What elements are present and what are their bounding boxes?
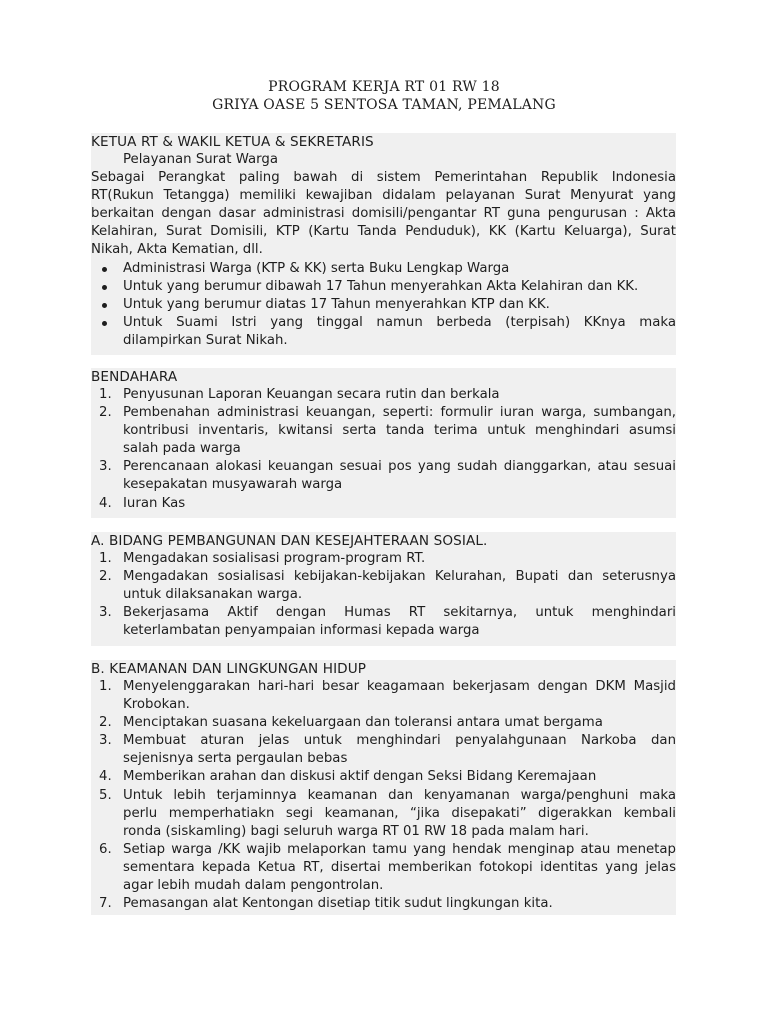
list-item: Untuk yang berumur diatas 17 Tahun menyerahkan KTP dan KK. <box>123 297 550 312</box>
list-item: Memberikan arahan dan diskusi aktif dengan Seksi Bidang Keremajaan <box>123 769 597 784</box>
list-number: 3. <box>99 605 112 620</box>
paragraph-line: berkaitan dengan dasar administrasi domisili/pengantar RT guna pengurusan : Akta <box>91 206 676 221</box>
document-title-line2: GRIYA OASE 5 SENTOSA TAMAN, PEMALANG <box>212 97 556 113</box>
section-heading: KETUA RT & WAKIL KETUA & SEKRETARIS <box>91 134 374 150</box>
list-item-continuation: untuk dilaksanakan warga. <box>123 587 303 602</box>
list-number: 3. <box>99 733 112 748</box>
list-item-continuation: sejenisnya serta pergaulan bebas <box>123 751 348 766</box>
list-item: Menyelenggarakan hari-hari besar keagamaan bekerjasam dengan DKM Masjid <box>123 679 676 694</box>
bullet-icon <box>102 267 107 272</box>
list-item-continuation: salah pada warga <box>123 441 241 456</box>
bullet-icon <box>102 321 107 326</box>
list-number: 6. <box>99 842 112 857</box>
list-item-continuation: keterlambatan penyampaian informasi kepada warga <box>123 623 480 638</box>
list-number: 2. <box>99 715 112 730</box>
bullet-icon <box>102 303 107 308</box>
list-item-continuation: agar lebih mudah dalam pengontrolan. <box>123 878 384 893</box>
list-number: 2. <box>99 405 112 420</box>
section-bendahara <box>91 368 676 518</box>
list-item-continuation: dilampirkan Surat Nikah. <box>123 333 288 348</box>
list-number: 3. <box>99 459 112 474</box>
paragraph-line: Sebagai Perangkat paling bawah di sistem Pemerintahan Republik Indonesia <box>91 170 676 185</box>
list-item: Untuk lebih terjaminnya keamanan dan kenyamanan warga/penghuni maka <box>123 788 676 803</box>
list-item-continuation: kesepakatan musyawarah warga <box>123 477 343 492</box>
section-ketua-rt <box>91 133 676 355</box>
section-heading: BENDAHARA <box>91 369 178 385</box>
list-number: 7. <box>99 896 112 911</box>
list-item: Untuk yang berumur dibawah 17 Tahun menyerahkan Akta Kelahiran dan KK. <box>123 279 639 294</box>
section-heading: B. KEAMANAN DAN LINGKUNGAN HIDUP <box>91 661 367 677</box>
list-item-continuation: ronda (siskamling) bagi seluruh warga RT 01 RW 18 pada malam hari. <box>123 824 589 839</box>
list-number: 1. <box>99 387 112 402</box>
list-number: 2. <box>99 569 112 584</box>
section-subheading: Pelayanan Surat Warga <box>123 152 279 167</box>
list-item-continuation: kontribusi inventaris, kwitansi serta tanda terima untuk menghindari asumsi <box>123 423 676 438</box>
list-item-continuation: perlu memperhatiakn segi keamanan, “jika disepakati” digerakkan kembali <box>123 806 676 821</box>
list-item-continuation: sementara kepada Ketua RT, disertai memberikan fotokopi identitas yang jelas <box>123 860 676 875</box>
list-item: Perencanaan alokasi keuangan sesuai pos yang sudah dianggarkan, atau sesuai <box>123 459 676 474</box>
list-item: Untuk Suami Istri yang tinggal namun berbeda (terpisah) KKnya maka <box>123 315 676 330</box>
list-item: Membuat aturan jelas untuk menghindari penyalahgunaan Narkoba dan <box>123 733 676 748</box>
list-item: Bekerjasama Aktif dengan Humas RT sekitarnya, untuk menghindari <box>123 605 676 620</box>
list-item: Pemasangan alat Kentongan disetiap titik sudut lingkungan kita. <box>123 896 553 911</box>
paragraph-line: Nikah, Akta Kematian, dll. <box>91 242 263 257</box>
list-item: Pembenahan administrasi keuangan, seperti: formulir iuran warga, sumbangan, <box>123 405 676 420</box>
list-number: 5. <box>99 788 112 803</box>
list-item: Mengadakan sosialisasi kebijakan-kebijakan Kelurahan, Bupati dan seterusnya <box>123 569 676 584</box>
list-item: Mengadakan sosialisasi program-program RT. <box>123 551 426 566</box>
paragraph-line: Kelahiran, Surat Domisili, KTP (Kartu Tanda Penduduk), KK (Kartu Keluarga), Surat <box>91 224 676 239</box>
bullet-icon <box>102 285 107 290</box>
document-title-line1: PROGRAM KERJA RT 01 RW 18 <box>268 79 500 95</box>
section-heading: A. BIDANG PEMBANGUNAN DAN KESEJAHTERAAN SOSIAL. <box>91 533 488 549</box>
list-number: 1. <box>99 679 112 694</box>
section-keamanan-lingkungan <box>91 660 676 915</box>
list-number: 4. <box>99 496 112 511</box>
list-item: Menciptakan suasana kekeluargaan dan toleransi antara umat bergama <box>123 715 603 730</box>
list-item-continuation: Krobokan. <box>123 697 190 712</box>
list-item: Administrasi Warga (KTP & KK) serta Buku Lengkap Warga <box>123 261 510 276</box>
list-number: 4. <box>99 769 112 784</box>
list-item: Setiap warga /KK wajib melaporkan tamu yang hendak menginap atau menetap <box>123 842 676 857</box>
list-item: Penyusunan Laporan Keuangan secara rutin dan berkala <box>123 387 500 402</box>
list-number: 1. <box>99 551 112 566</box>
paragraph-line: RT(Rukun Tetangga) memiliki kewajiban didalam pelayanan Surat Menyurat yang <box>91 188 676 203</box>
section-pembangunan-kesejahteraan <box>91 532 676 646</box>
list-item: Iuran Kas <box>123 496 186 511</box>
